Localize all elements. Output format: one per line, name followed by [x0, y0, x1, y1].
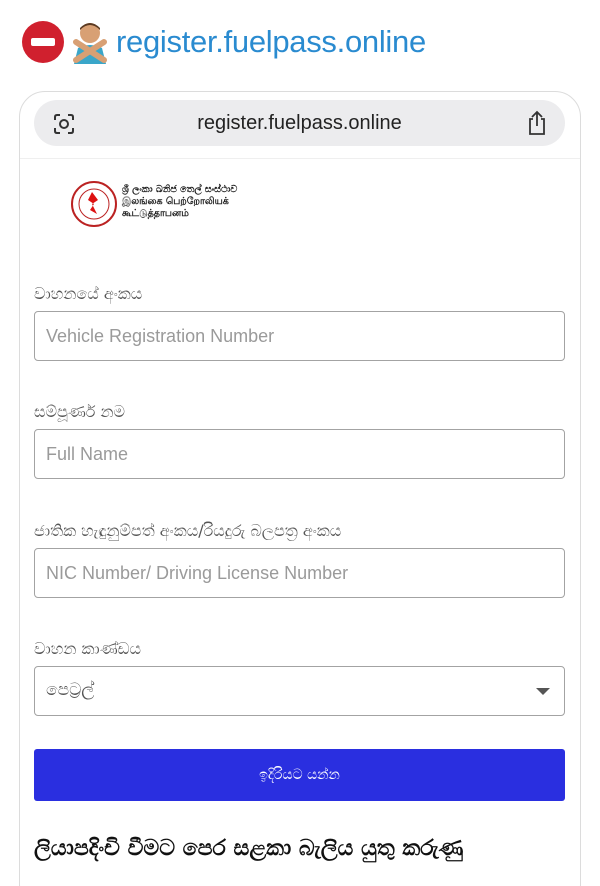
vehicle-number-field[interactable] [34, 311, 565, 361]
url-text: register.fuelpass.online [197, 112, 402, 134]
address-bar-divider [20, 158, 580, 159]
caption-link[interactable]: register.fuelpass.online [116, 24, 426, 59]
nic-label: ජාතික හැඳුනුම්පත් අංකය/රියදුරු බලපත්‍ර අංකය [34, 521, 342, 540]
no-entry-icon [22, 21, 64, 63]
person-gesturing-no-icon [68, 20, 112, 64]
continue-button[interactable]: ඉදිරියට යන්න [34, 749, 565, 801]
address-bar[interactable] [34, 100, 565, 146]
vehicle-number-input[interactable] [35, 312, 564, 360]
vehicle-number-label: වාහනයේ අංකය [34, 284, 143, 303]
share-icon[interactable] [525, 110, 549, 136]
phone-screenshot [19, 91, 581, 886]
chevron-down-icon[interactable] [536, 688, 550, 695]
logo-text [122, 184, 237, 220]
nic-field[interactable] [34, 548, 565, 598]
vehicle-type-selected: පෙට්‍රල් [46, 680, 95, 700]
cpc-logo [70, 180, 118, 228]
full-name-input[interactable] [35, 430, 564, 478]
full-name-field[interactable] [34, 429, 565, 479]
vehicle-type-select[interactable] [34, 666, 565, 716]
logo-line-tamil-1: இலங்கை பெற்றோலியக் [122, 196, 229, 207]
full-name-label: සම්පූර්ණ නම [34, 402, 126, 421]
logo-line-tamil-2: கூட்டுத்தாபனம் [122, 208, 189, 219]
nic-input[interactable] [35, 549, 564, 597]
logo-line-sinhala: ශ්‍රී ලංකා ඛනිජ තෙල් සංස්ථාව [122, 184, 238, 195]
vehicle-type-label: වාහන කාණ්ඩය [34, 639, 142, 658]
post-caption [22, 18, 426, 66]
notice-heading: ලියාපදිංචි වීමට පෙර සළකා බැලිය යුතු කරුණු [34, 836, 464, 861]
